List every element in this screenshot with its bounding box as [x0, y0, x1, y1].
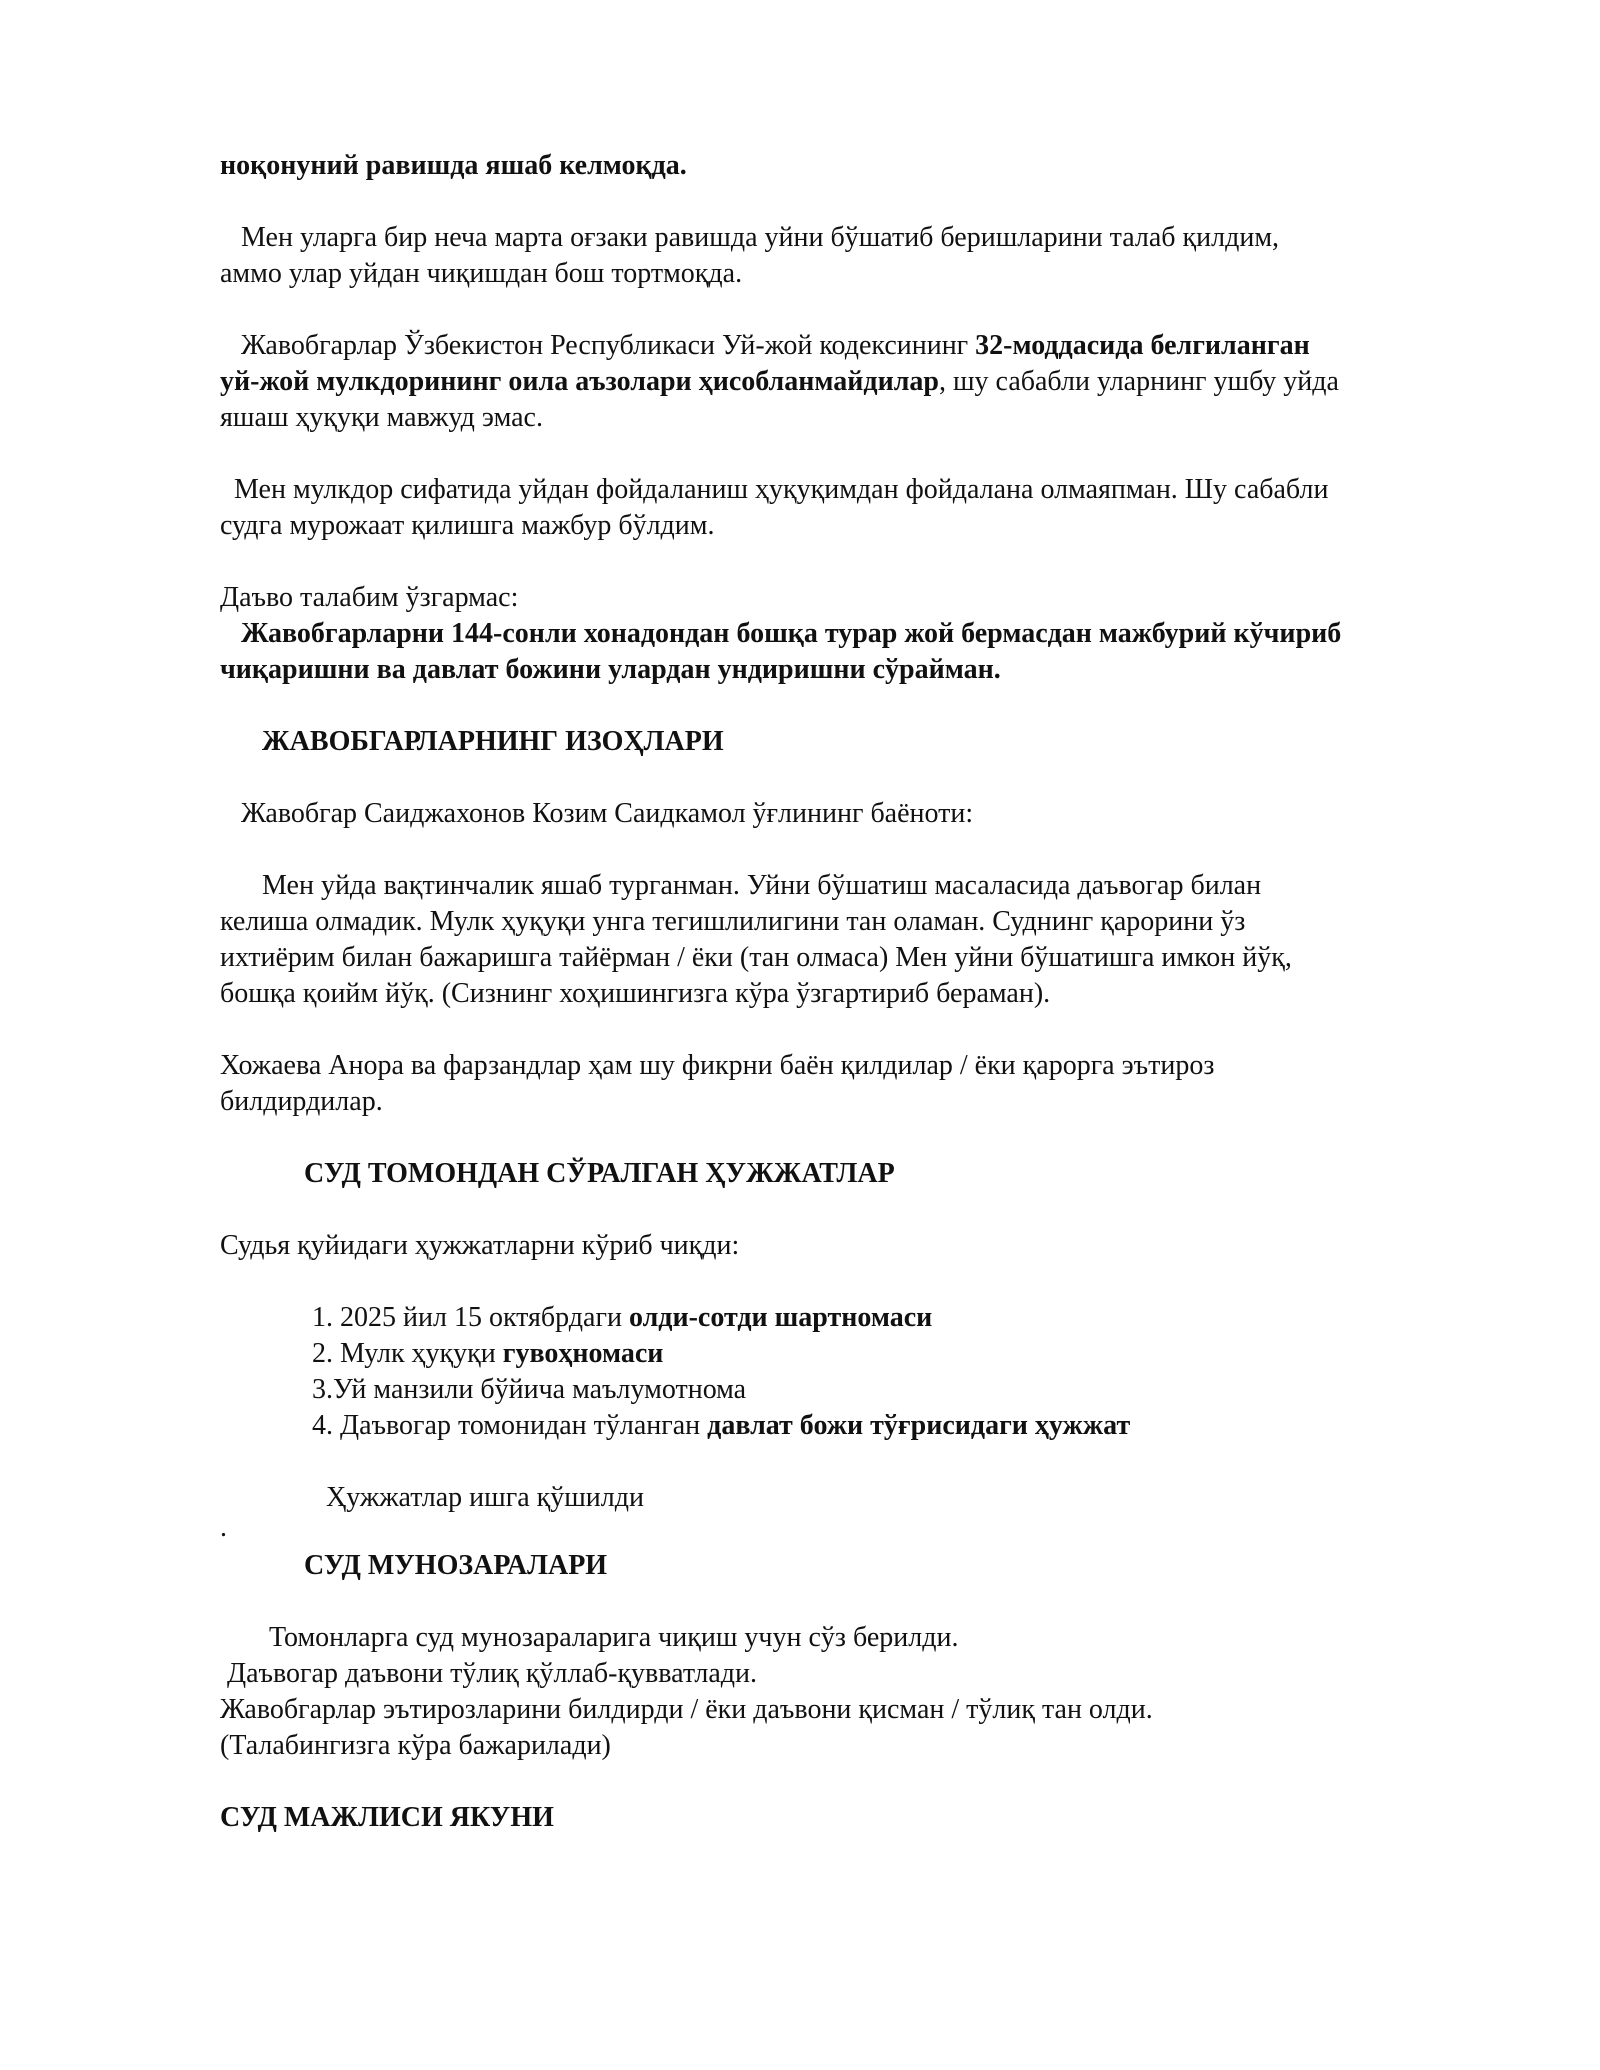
paragraph-line — [220, 364, 1339, 400]
paragraph-line: Жавобгар Саиджахонов Козим Саидкамол ўғлининг баёноти: — [220, 798, 974, 829]
paragraph-line: Томонларга суд мунозараларига чиқиш учун сўз берилди. — [220, 1622, 959, 1653]
paragraph-line: ноқонуний равишда яшаб келмоқда. — [220, 150, 687, 181]
text-segment: 2. Мулк ҳуқуқи — [312, 1338, 503, 1369]
paragraph-line: Мен мулкдор сифатида уйдан фойдаланиш ҳуқуқимдан фойдалана олмаяпман. Шу сабабли — [220, 474, 1329, 505]
paragraph-line: (Талабингизга кўра бажарилади) — [220, 1730, 611, 1761]
paragraph-line: судга мурожаат қилишга мажбур бўлдим. — [220, 510, 715, 541]
text-segment: 4. Даъвогар томонидан тўланган — [312, 1410, 708, 1441]
dot-mark: . — [220, 1512, 227, 1543]
paragraph-line: Судья қуйидаги ҳужжатларни кўриб чиқди: — [220, 1230, 740, 1261]
text-segment: 1. 2025 йил 15 октябрдаги — [312, 1302, 629, 1333]
list-item — [312, 1336, 663, 1372]
paragraph-line: Хожаева Анора ва фарзандлар ҳам шу фикрни баён қилдилар / ёки қарорга эътироз — [220, 1050, 1215, 1081]
paragraph-line: бошқа қоийм йўқ. (Сизнинг хоҳишингизга кўра ўзгартириб бераман). — [220, 978, 1051, 1009]
list-item — [312, 1300, 932, 1336]
paragraph-line: Жавобгарлар эътирозларини билдирди / ёки даъвони қисман / тўлиқ тан олди. — [220, 1694, 1153, 1725]
paragraph-line: ихтиёрим билан бажаришга тайёрман / ёки (тан олмаса) Мен уйни бўшатишга имкон йўқ, — [220, 942, 1292, 973]
section-heading: СУД МУНОЗАРАЛАРИ — [220, 1550, 608, 1581]
text-segment: , шу сабабли уларнинг ушбу уйда — [939, 366, 1339, 397]
text-segment: Жавобгарлар Ўзбекистон Республикаси Уй-жой кодексининг — [220, 330, 976, 361]
paragraph-line: Даъво талабим ўзгармас: — [220, 582, 519, 613]
paragraph-line: яшаш ҳуқуқи мавжуд эмас. — [220, 402, 543, 433]
section-heading: СУД ТОМОНДАН СЎРАЛГАН ҲУЖЖАТЛАР — [220, 1158, 895, 1189]
list-item: 3.Уй манзили бўйича маълумотнома — [312, 1374, 747, 1405]
section-heading: ЖАВОБГАРЛАРНИНГ ИЗОҲЛАРИ — [220, 726, 724, 757]
bold-text-segment: 32-моддасида белгиланган — [975, 330, 1310, 361]
paragraph-line: Ҳужжатлар ишга қўшилди — [326, 1482, 644, 1513]
paragraph-line: Даъвогар даъвони тўлиқ қўллаб-қувватлади. — [220, 1658, 757, 1689]
paragraph-line: билдирдилар. — [220, 1086, 383, 1117]
paragraph-line: Жавобгарларни 144-сонли хонадондан бошқа турар жой бермасдан мажбурий кўчириб — [220, 618, 1342, 649]
paragraph-line: Мен уларга бир неча марта оғзаки равишда уйни бўшатиб беришларини талаб қилдим, — [220, 222, 1280, 253]
bold-text-segment: олди-сотди шартномаси — [628, 1302, 933, 1333]
paragraph-line: келиша олмадик. Мулк ҳуқуқи унга тегишлилигини тан оламан. Суднинг қарорини ўз — [220, 906, 1246, 937]
bold-text-segment: давлат божи тўғрисидаги ҳужжат — [707, 1410, 1131, 1441]
paragraph-line — [220, 328, 1310, 364]
paragraph-line: Мен уйда вақтинчалик яшаб турганман. Уйни бўшатиш масаласида даъвогар билан — [220, 870, 1262, 901]
list-item — [312, 1408, 1130, 1444]
paragraph-line: аммо улар уйдан чиқишдан бош тортмоқда. — [220, 258, 743, 289]
section-heading: СУД МАЖЛИСИ ЯКУНИ — [220, 1802, 554, 1833]
bold-text-segment: уй-жой мулкдорининг оила аъзолари ҳисобланмайдилар — [220, 366, 939, 397]
paragraph-line: чиқаришни ва давлат божини улардан ундиришни сўрайман. — [220, 654, 1001, 685]
bold-text-segment: гувоҳномаси — [502, 1338, 664, 1369]
